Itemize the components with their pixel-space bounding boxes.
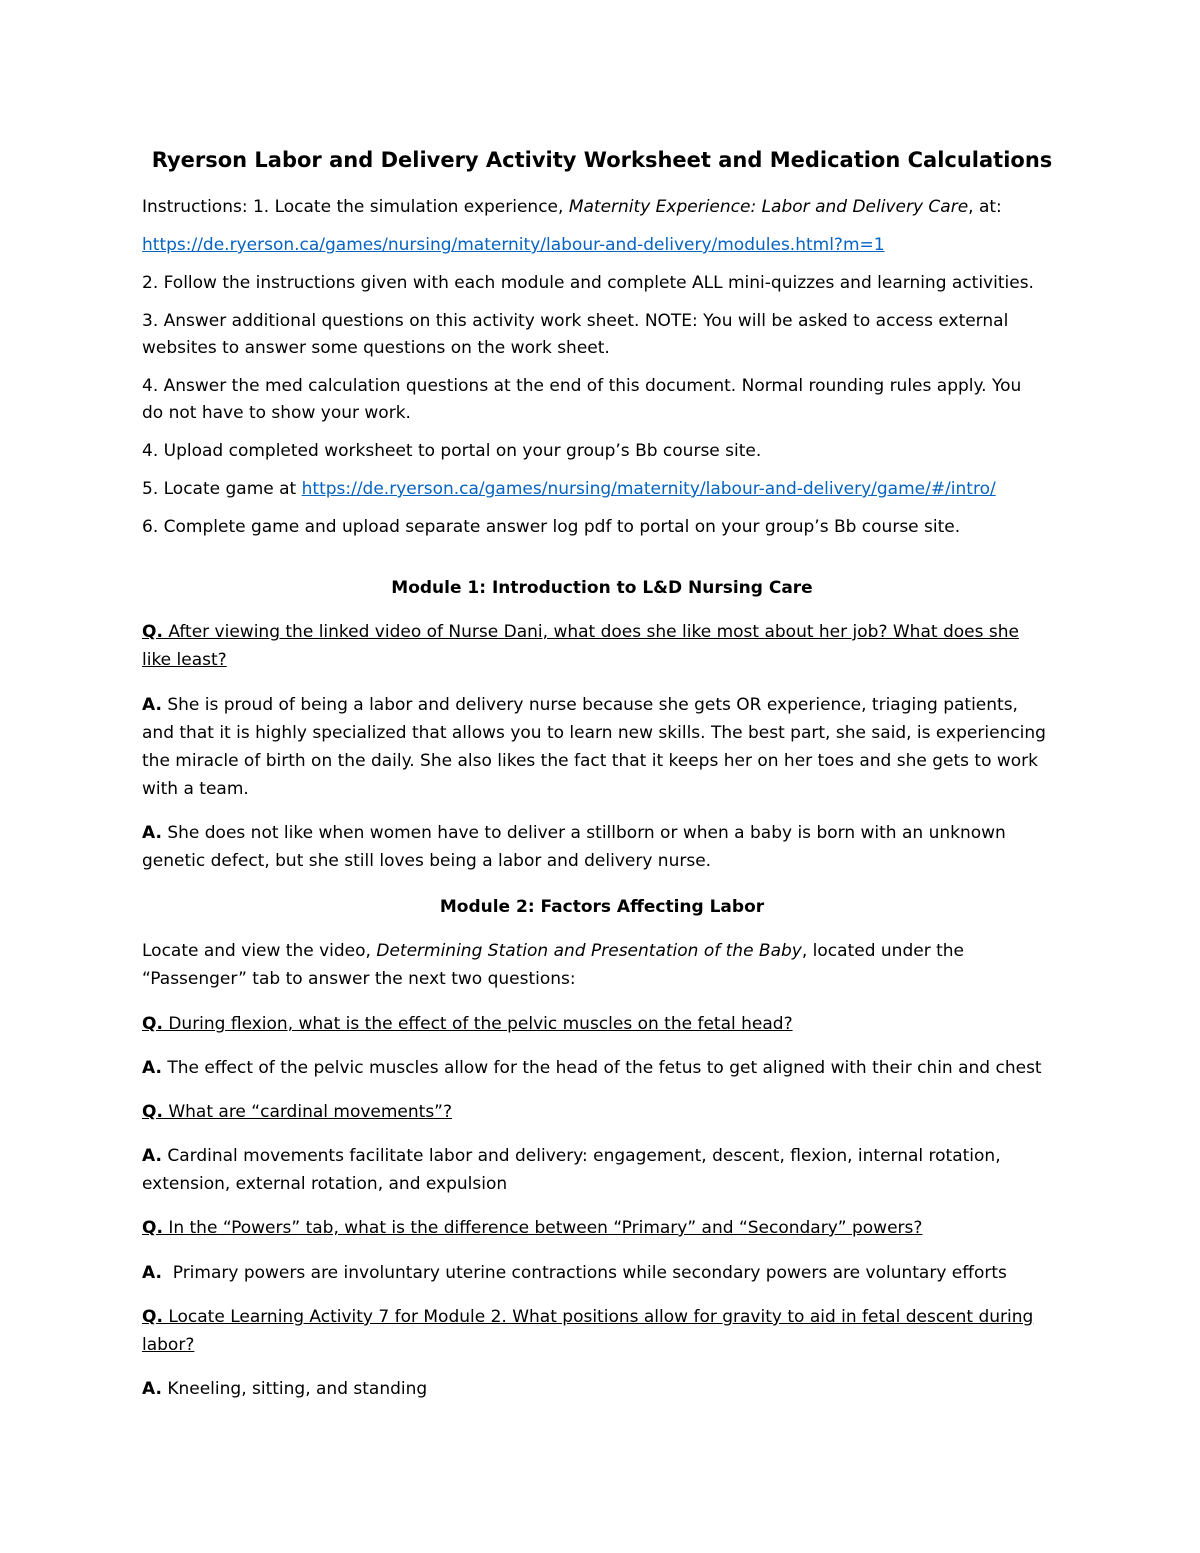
- module-1-answer-1-line-3: the miracle of birth on the daily. She also likes the fact that it keeps her on her toes and she gets to work: [142, 751, 1039, 771]
- instructions-intro: Instructions: 1. Locate the simulation experience, Maternity Experience: Labor and Delivery Care, at:: [142, 197, 1002, 217]
- module-1-question-line-2: like least?: [142, 650, 227, 670]
- module-1-answer-1-line-4: with a team.: [142, 779, 249, 799]
- module-2-answer-1: A. The effect of the pelvic muscles allow for the head of the fetus to get aligned with their chin and chest: [142, 1058, 1042, 1078]
- instruction-step-4b: 4. Upload completed worksheet to portal on your group’s Bb course site.: [142, 441, 762, 461]
- module-2-answer-2-line-2: extension, external rotation, and expulsion: [142, 1174, 508, 1194]
- module-1-heading: Module 1: Introduction to L&D Nursing Care: [391, 578, 813, 598]
- module-2-answer-3: A. Primary powers are involuntary uterine contractions while secondary powers are voluntary efforts: [142, 1263, 1007, 1283]
- module-1-answer-1-line-2: and that it is highly specialized that allows you to learn new skills. The best part, she said, is experiencing: [142, 723, 1046, 743]
- instruction-step-2: 2. Follow the instructions given with each module and complete ALL mini-quizzes and learning activities.: [142, 273, 1034, 293]
- document-title: Ryerson Labor and Delivery Activity Worksheet and Medication Calculations: [151, 148, 1053, 172]
- module-1-answer-2-line-2: genetic defect, but she still loves being a labor and delivery nurse.: [142, 851, 712, 871]
- instruction-step-3-line-1: 3. Answer additional questions on this activity work sheet. NOTE: You will be asked to access external: [142, 311, 1009, 331]
- module-1-answer-1-line-1: A. She is proud of being a labor and delivery nurse because she gets OR experience, triaging patients,: [142, 695, 1018, 715]
- instruction-step-3-line-2: websites to answer some questions on the work sheet.: [142, 338, 610, 358]
- instruction-step-4a-line-1: 4. Answer the med calculation questions at the end of this document. Normal rounding rules apply. You: [142, 376, 1022, 396]
- modules-url-link[interactable]: https://de.ryerson.ca/games/nursing/maternity/labour-and-delivery/modules.html?m=1: [142, 235, 885, 255]
- module-2-question-4-line-2: labor?: [142, 1335, 195, 1355]
- module-2-answer-4: A. Kneeling, sitting, and standing: [142, 1379, 428, 1399]
- module-2-question-1: Q. During flexion, what is the effect of the pelvic muscles on the fetal head?: [142, 1014, 793, 1034]
- module-2-question-2: Q. What are “cardinal movements”?: [142, 1102, 453, 1122]
- instruction-step-6: 6. Complete game and upload separate answer log pdf to portal on your group’s Bb course site.: [142, 517, 961, 537]
- module-2-question-4-line-1: Q. Locate Learning Activity 7 for Module 2. What positions allow for gravity to aid in fetal descent during: [142, 1307, 1034, 1327]
- game-url-link[interactable]: https://de.ryerson.ca/games/nursing/maternity/labour-and-delivery/game/#/intro/: [301, 479, 996, 499]
- instruction-step-5: 5. Locate game at https://de.ryerson.ca/games/nursing/maternity/labour-and-delivery/game/#/intro/: [142, 479, 996, 499]
- module-1-answer-2-line-1: A. She does not like when women have to deliver a stillborn or when a baby is born with an unknown: [142, 823, 1006, 843]
- module-2-intro-line-1: Locate and view the video, Determining Station and Presentation of the Baby, located under the: [142, 941, 964, 961]
- module-2-question-3: Q. In the “Powers” tab, what is the difference between “Primary” and “Secondary” powers?: [142, 1218, 923, 1238]
- instruction-step-4a-line-2: do not have to show your work.: [142, 403, 411, 423]
- module-2-intro-line-2: “Passenger” tab to answer the next two questions:: [142, 969, 576, 989]
- modules-link-line: [142, 234, 885, 256]
- module-2-heading: Module 2: Factors Affecting Labor: [439, 897, 765, 917]
- module-1-question-line-1: Q. After viewing the linked video of Nurse Dani, what does she like most about her job? What does she: [142, 622, 1019, 642]
- module-2-answer-2-line-1: A. Cardinal movements facilitate labor and delivery: engagement, descent, flexion, internal rotation,: [142, 1146, 1001, 1166]
